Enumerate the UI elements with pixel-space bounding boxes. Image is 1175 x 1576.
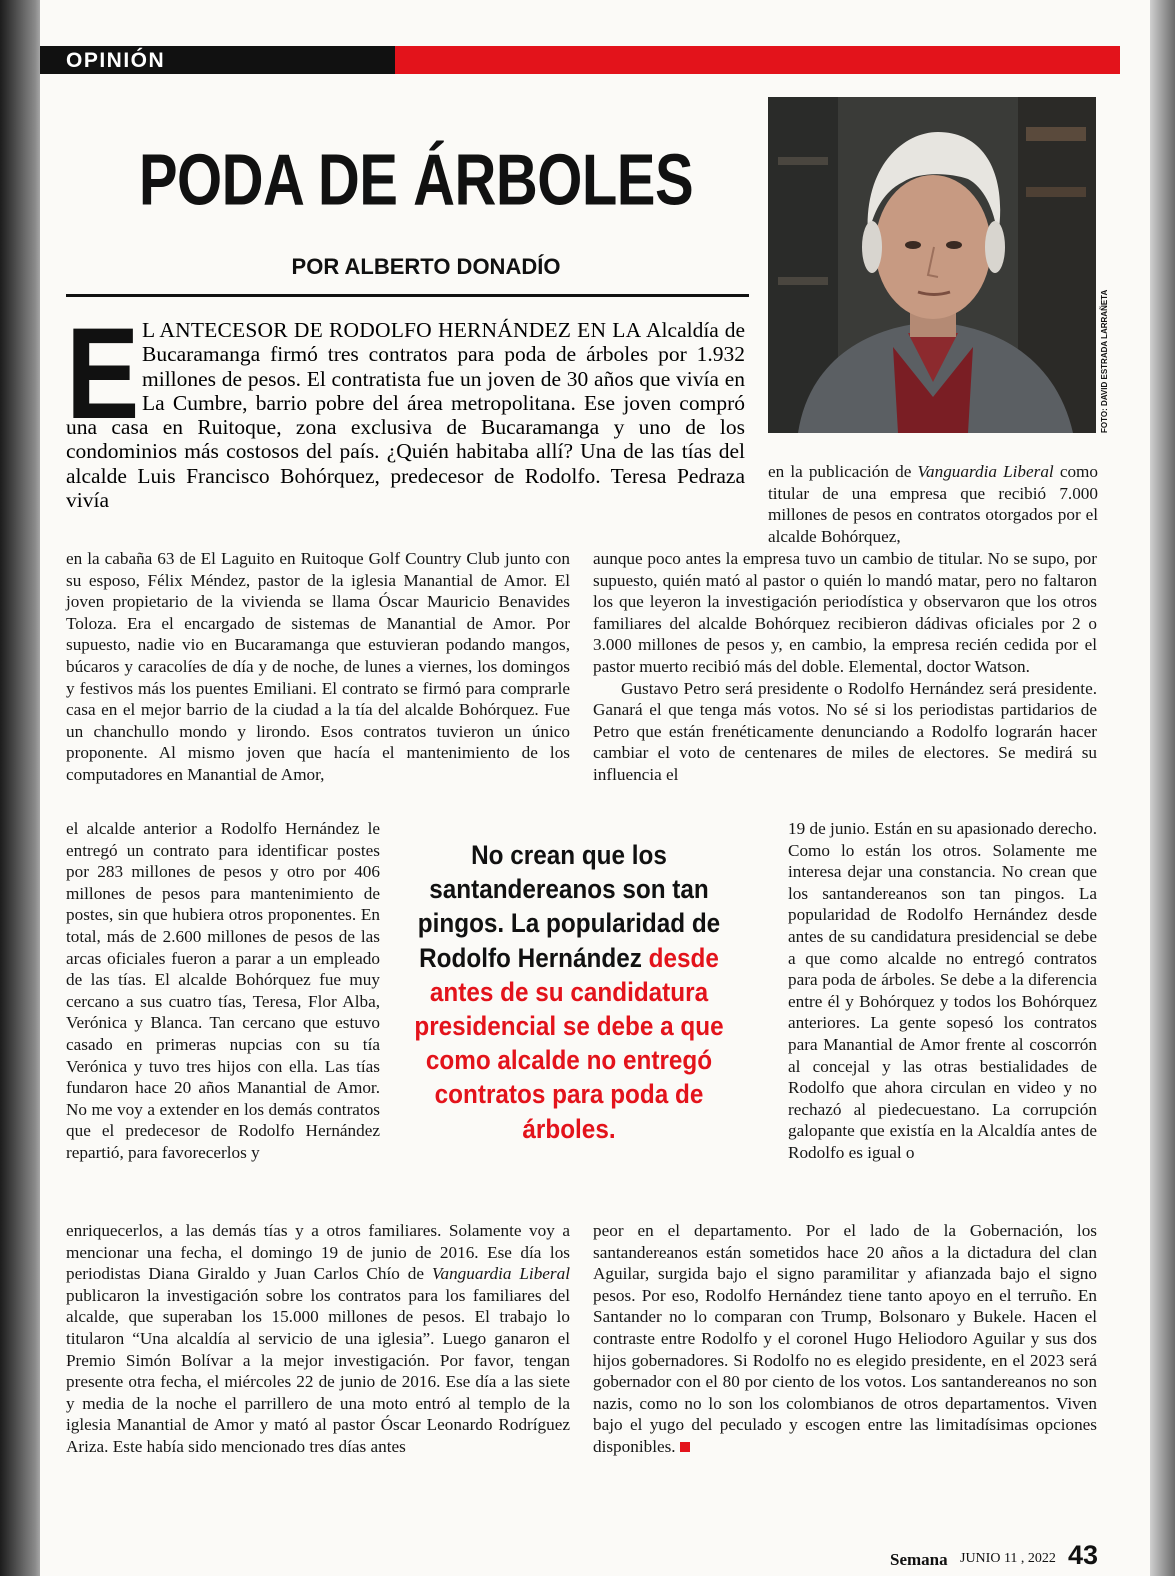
byline: POR ALBERTO DONADÍO	[291, 254, 561, 279]
magazine-spine-shadow	[0, 0, 44, 1576]
column-2-paragraph-1: aunque poco antes la empresa tuvo un cambio de titular. No se supo, por supuesto, quién mató al pastor o quién lo mandó matar, pero no faltaron los que leyeron la investigación periodística y observaron que los otros familiares del alcalde Bohórquez recibieron dádivas oficiales por 2 o 3.000 millones de pesos y, en cambio, la empresa recién cedida por el pastor muerto recibió más del doble. Elemental, doctor Watson.	[593, 549, 1097, 676]
footer-date: JUNIO 11 , 2022	[960, 1551, 1056, 1566]
lead-caps: L ANTECESOR DE RODOLFO HERNÁNDEZ EN LA	[142, 318, 642, 342]
column-1-bottom-a: enriquecerlos, a las demás tías y a otros familiares. Solamente voy a mencionar una fecha, el domingo 19 de junio de 2016. Ese día los periodistas Diana Giraldo y Juan Carlos Chío de	[66, 1221, 570, 1284]
column-1-narrow: el alcalde anterior a Rodolfo Hernández le entregó un contrato para identificar postes por 283 millones de pesos y otro por 406 millones de pesos para mantenimiento de postes, sin que hubiera otros proponentes. En total, más de 2.600 millones de pesos de las arcas oficiales fueron a parar a un empleado de las tías. El alcalde Bohórquez fue muy cercano a sus cuatro tías, Teresa, Flor Alba, Verónica y Blanca. Tan cercano que estuvo casado en primeras nupcias con su tía Verónica y tuvo tres hijos con ella. Las tías fundaron hace 20 años Manantial de Amor. No me voy a extender en los demás contratos que el predecesor de Rodolfo Hernández repartió, para favorecerlos y	[66, 819, 380, 1162]
pull-quote-red: desde antes de su candidatura presidencial se debe a que como alcalde no entregó contratos para poda de árboles.	[414, 942, 724, 1144]
column-2-bottom	[593, 1220, 1097, 1458]
section-bar	[40, 46, 1120, 74]
drop-cap: E	[66, 301, 140, 447]
column-2-narrow: 19 de junio. Están en su apasionado derecho. Como lo están los otros. Solamente me interesa dejar una constancia. No crean que los santandereanos son tan pingos. La popularidad de Rodolfo Hernández desde antes de su candidatura presidencial se debe a que como alcalde no entregó contratos para poda de árboles. Se debe a la diferencia entre él y Bohórquez y todos los Bohórquez anteriores. La gente sopesó los contratos para Manantial de Amor frente al coscorrón al concejal y las otras bestialidades de Rodolfo que ahora circulan en video y no rechazó al piedecuestano. La corrupción galopante que existía en la Alcaldía antes de Rodolfo es igual o	[788, 819, 1097, 1162]
column-2-paragraph-2: Gustavo Petro será presidente o Rodolfo Hernández será presidente. Ganará el que tenga más votos. No sé si los periodistas partidarios de Petro que están frenéticamente denunciando a Rodolfo lograrán hacer cambiar el voto de centenares de miles de electores. Se medirá su influencia el	[593, 678, 1097, 784]
column-2-bottom-text: peor en el departamento. Por el lado de la Gobernación, los santandereanos están sometidos hace 20 años a la dictadura del clan Aguilar, surgida bajo el signo paramilitar y afianzada bajo el signo pesos. Por eso, Rodolfo Hernández tiene tanto apoyo en el terruño. En Santander no lo comparan con Trump, Bolsonaro y Bukele. Hacen el contraste entre Rodolfo y el coronel Hugo Heliodoro Aguilar y sus dos hijos gobernadores. Si Rodolfo no es elegido presidente, en el 2023 será gobernador con el 80 por ciento de los votos. Los santandereanos no son nazis, como no lo son los colombianos de otros departamentos. Viven bajo el yugo del peculado y escogen entre las limitadísimas opciones disponibles.	[593, 1221, 1097, 1456]
author-photo	[768, 97, 1096, 433]
footer-brand: Semana	[890, 1550, 948, 1569]
column-1-bottom	[66, 1220, 570, 1458]
photo-column-text-italic: Vanguardia Liberal	[917, 462, 1054, 481]
header-rule	[66, 294, 749, 297]
section-label: OPINIÓN	[66, 49, 166, 72]
lead-paragraph	[66, 301, 745, 513]
photo-column-text-b: como titular de una empresa que recibió 7.000 millones de pesos en contratos otorgados por el alcalde Bohórquez,	[768, 462, 1099, 546]
column-1-bottom-italic: Vanguardia Liberal	[431, 1264, 570, 1284]
photo-column-text-a: en la publicación de	[768, 462, 918, 481]
headline: PODA DE ÁRBOLES	[138, 139, 694, 221]
lead-text: Alcaldía de Bucaramanga firmó tres contratos para poda de árboles por 1.932 millones de pesos. El contratista fue un joven de 30 años que vivía en La Cumbre, barrio pobre del área metropolitana. Ese joven compró una casa en Ruitoque, zona exclusiva de Bucaramanga y uno de los condominios más costosos del país. ¿Quién habitaba allí? Una de las tías del alcalde Luis Francisco Bohórquez, predecesor de Rodolfo. Teresa Pedraza vivía	[66, 318, 745, 513]
pull-quote	[403, 838, 736, 1146]
page-number: 43	[1068, 1540, 1099, 1570]
photo-credit: FOTO: DAVID ESTRADA LARRAÑETA	[1100, 289, 1109, 433]
column-1-bottom-b: publicaron la investigación sobre los contratos para los familiares del alcalde, que superaban los 15.000 millones de pesos. El trabajo lo titularon “Una alcaldía al servicio de una iglesia”. Luego ganaron el Premio Simón Bolívar a la mejor investigación. Por favor, tengan presente otra fecha, el miércoles 22 de junio de 2016. Ese día a las siete y media de la noche el parrillero de una moto entró al templo de la iglesia Manantial de Amor y mató al pastor Óscar Leonardo Rodríguez Ariza. Este había sido mencionado tres días antes	[66, 1285, 570, 1456]
author-photo-illustration	[768, 97, 1096, 433]
column-2-top	[593, 548, 1097, 786]
page-edge-shadow	[1150, 0, 1175, 1576]
end-mark-icon	[680, 1442, 690, 1452]
pull-quote-black: No crean que los santandereanos son tan pingos. La popularidad de Rodolfo Hernández	[417, 840, 721, 973]
magazine-page	[40, 0, 1156, 1576]
column-1-top: en la cabaña 63 de El Laguito en Ruitoque Golf Country Club junto con su esposo, Félix Méndez, pastor de la iglesia Manantial de Amor. El joven propietario de la vivienda se llama Óscar Mauricio Benavides Toloza. Era el encargado de sistemas de Manantial de Amor. Por supuesto, nadie vio en Bucaramanga que estuvieran podando mangos, búcaros y caracolíes de día y de noche, de lunes a viernes, los domingos y festivos más los puentes Emiliani. El contrato se firmó para comprarle casa en el mejor barrio de la ciudad a la tía del alcalde Bohórquez. Fue un chanchullo mondo y lirondo. Esos contratos tuvieron un único proponente. Al mismo joven que hacía el mantenimiento de los computadores en Manantial de Amor,	[66, 549, 570, 784]
photo-column-text	[768, 461, 1098, 547]
section-bar-red	[395, 46, 1120, 74]
